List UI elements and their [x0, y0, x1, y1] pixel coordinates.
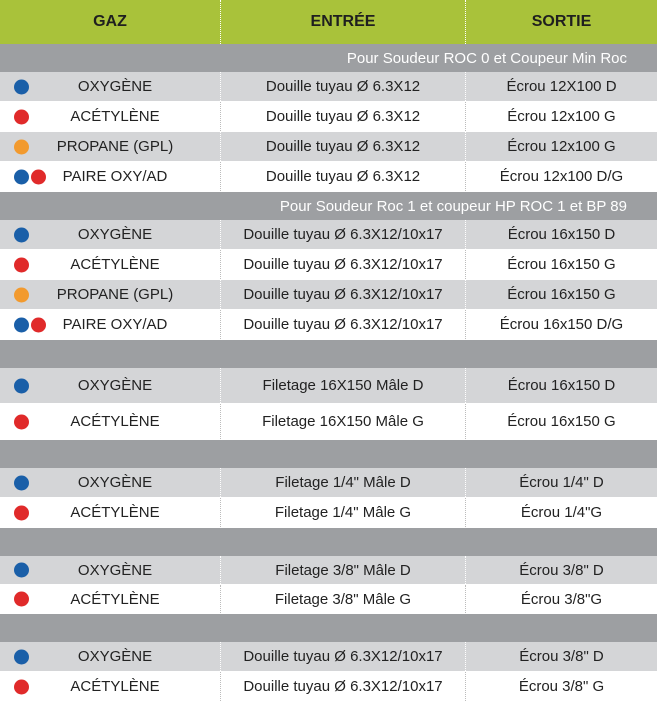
gas-color-dots [14, 592, 29, 607]
input-cell: Douille tuyau Ø 6.3X12/10x17 [243, 286, 443, 303]
propane-dot-icon [14, 139, 29, 154]
section-header [0, 192, 657, 220]
gas-cell [0, 162, 220, 191]
section-header [0, 614, 657, 642]
gas-color-dots [14, 169, 46, 184]
oxygen-dot-icon [14, 378, 29, 393]
table-row [0, 642, 657, 672]
gas-cell [0, 498, 220, 527]
acetylene-dot-icon [14, 257, 29, 272]
oxygen-dot-icon [14, 475, 29, 490]
input-cell: Douille tuyau Ø 6.3X12 [265, 78, 421, 95]
output-cell: Écrou 3/8"G [520, 590, 603, 608]
input-cell: Douille tuyau Ø 6.3X12/10x17 [243, 316, 443, 333]
gas-color-dots [14, 287, 29, 302]
gas-name: ACÉTYLÈNE [70, 590, 160, 608]
input-cell: Filetage 1/4" Mâle G [274, 504, 412, 521]
table-row [0, 672, 657, 702]
gas-cell [0, 585, 220, 613]
oxygen-dot-icon [14, 169, 29, 184]
table-row [0, 556, 657, 585]
acetylene-dot-icon [14, 109, 29, 124]
output-cell: Écrou 12x100 G [507, 138, 616, 155]
acetylene-dot-icon [14, 679, 29, 694]
output-cell: Écrou 1/4"G [520, 504, 603, 521]
table-row [0, 162, 657, 192]
gas-name: PAIRE OXY/AD [62, 316, 168, 333]
input-cell: Douille tuyau Ø 6.3X12/10x17 [243, 256, 443, 273]
gas-color-dots [14, 257, 29, 272]
table-row [0, 468, 657, 498]
table-row [0, 280, 657, 310]
table-body [0, 44, 657, 702]
gas-cell [0, 368, 220, 403]
propane-dot-icon [14, 287, 29, 302]
table-row [0, 220, 657, 250]
gas-cell [0, 102, 220, 131]
output-cell: Écrou 16x150 D [507, 226, 616, 243]
acetylene-dot-icon [14, 505, 29, 520]
gas-name: OXYGÈNE [77, 474, 153, 491]
output-cell: Écrou 1/4" D [519, 474, 604, 491]
table-row [0, 102, 657, 132]
gas-cell [0, 556, 220, 584]
gas-cell [0, 280, 220, 309]
output-cell: Écrou 3/8" G [518, 678, 605, 695]
gas-color-dots [14, 475, 29, 490]
table-row [0, 310, 657, 340]
table-row [0, 404, 657, 440]
oxygen-dot-icon [14, 649, 29, 664]
gas-name: OXYGÈNE [77, 377, 153, 394]
input-cell: Filetage 16X150 Mâle G [262, 413, 424, 430]
output-cell: Écrou 16x150 D [507, 377, 616, 394]
table-row [0, 132, 657, 162]
gas-cell [0, 672, 220, 701]
gas-name: ACÉTYLÈNE [70, 256, 160, 273]
gas-color-dots [14, 414, 29, 429]
gas-cell [0, 310, 220, 339]
input-cell: Douille tuyau Ø 6.3X12/10x17 [243, 648, 443, 665]
gas-name: OXYGÈNE [77, 561, 153, 579]
gas-color-dots [14, 139, 29, 154]
section-header [0, 44, 657, 72]
section-header [0, 440, 657, 468]
gas-cell [0, 132, 220, 161]
oxygen-dot-icon [14, 227, 29, 242]
section-header [0, 528, 657, 556]
output-cell: Écrou 16x150 G [507, 256, 616, 273]
gas-name: PROPANE (GPL) [56, 138, 174, 155]
input-cell: Filetage 3/8" Mâle G [274, 590, 412, 608]
gas-cell [0, 250, 220, 279]
input-cell: Filetage 3/8" Mâle D [275, 561, 411, 579]
output-cell: Écrou 12x100 G [507, 108, 616, 125]
gas-name: ACÉTYLÈNE [70, 504, 160, 521]
output-cell: Écrou 12X100 D [506, 78, 617, 95]
section-header [0, 340, 657, 368]
table-row [0, 250, 657, 280]
oxygen-dot-icon [14, 563, 29, 578]
gas-name: OXYGÈNE [77, 78, 153, 95]
section-title: Pour Soudeur Roc 1 et coupeur HP ROC 1 et BP 89 [279, 197, 627, 215]
gas-name: ACÉTYLÈNE [70, 108, 160, 125]
output-cell: Écrou 12x100 D/G [499, 168, 624, 185]
header-output: SORTIE [531, 13, 592, 30]
gas-name: ACÉTYLÈNE [70, 413, 160, 430]
input-cell: Douille tuyau Ø 6.3X12/10x17 [243, 226, 443, 243]
gas-color-dots [14, 378, 29, 393]
table-header [0, 0, 657, 44]
gas-color-dots [14, 109, 29, 124]
gas-color-dots [14, 227, 29, 242]
oxygen-dot-icon [14, 79, 29, 94]
gas-cell [0, 468, 220, 497]
output-cell: Écrou 16x150 G [507, 413, 616, 430]
table-row [0, 585, 657, 614]
table-row [0, 72, 657, 102]
gas-color-dots [14, 649, 29, 664]
gas-cell [0, 72, 220, 101]
input-cell: Douille tuyau Ø 6.3X12 [265, 108, 421, 125]
gas-name: PROPANE (GPL) [56, 286, 174, 303]
gas-color-dots [14, 679, 29, 694]
acetylene-dot-icon [14, 592, 29, 607]
header-gas: GAZ [93, 13, 127, 30]
gas-color-dots [14, 79, 29, 94]
gas-name: OXYGÈNE [77, 226, 153, 243]
gas-cell [0, 642, 220, 671]
output-cell: Écrou 16x150 D/G [499, 316, 624, 333]
gas-name: ACÉTYLÈNE [70, 678, 160, 695]
output-cell: Écrou 16x150 G [507, 286, 616, 303]
acetylene-dot-icon [14, 414, 29, 429]
table-row [0, 368, 657, 404]
input-cell: Douille tuyau Ø 6.3X12/10x17 [243, 678, 443, 695]
oxygen-dot-icon [14, 317, 29, 332]
input-cell: Douille tuyau Ø 6.3X12 [265, 138, 421, 155]
gas-color-dots [14, 505, 29, 520]
gas-color-dots [14, 563, 29, 578]
acetylene-dot-icon [31, 317, 46, 332]
section-title: Pour Soudeur ROC 0 et Coupeur Min Roc [346, 49, 627, 67]
acetylene-dot-icon [31, 169, 46, 184]
table-row [0, 498, 657, 528]
input-cell: Filetage 16X150 Mâle D [262, 377, 424, 394]
gas-cell [0, 404, 220, 439]
input-cell: Filetage 1/4" Mâle D [275, 474, 411, 491]
gas-name: OXYGÈNE [77, 648, 153, 665]
gas-color-dots [14, 317, 46, 332]
gas-cell [0, 220, 220, 249]
input-cell: Douille tuyau Ø 6.3X12 [265, 168, 421, 185]
header-input: ENTRÉE [310, 13, 376, 30]
output-cell: Écrou 3/8" D [519, 561, 604, 579]
gas-name: PAIRE OXY/AD [62, 168, 168, 185]
output-cell: Écrou 3/8" D [519, 648, 604, 665]
